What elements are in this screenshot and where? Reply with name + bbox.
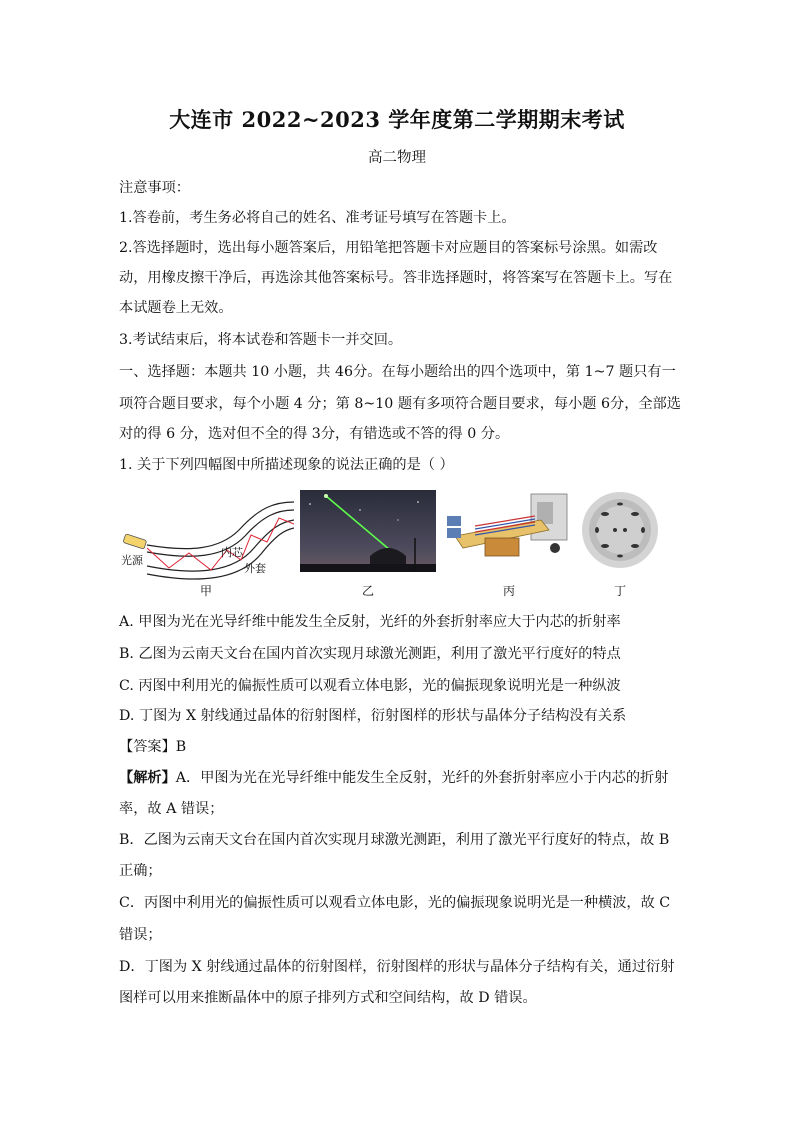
analysis-line-3: B．乙图为云南天文台在国内首次实现月球激光测距，利用了激光平行度好的特点，故 B xyxy=(119,832,670,848)
figure-xray-diffraction xyxy=(579,490,661,570)
answer-line: 【答案】B xyxy=(119,739,187,755)
optical-fiber-diagram xyxy=(119,490,294,580)
analysis-line-8: 图样可以用来推断晶体中的原子排列方式和空间结构，故 D 错误。 xyxy=(119,990,537,1006)
notice-item-2-line-1: 2.答选择题时，选出每小题答案后，用铅笔把答题卡对应题目的答案标号涂黑。如需改 xyxy=(119,240,658,256)
option-b: B. 乙图为云南天文台在国内首次实现月球激光测距，利用了激光平行度好的特点 xyxy=(119,646,621,662)
analysis-line-5: C．丙图中利用光的偏振性质可以观看立体电影，光的偏振现象说明光是一种横波，故 C xyxy=(119,895,671,911)
analysis-line-1 xyxy=(119,768,679,788)
question-1-figures xyxy=(119,490,679,602)
option-a: A. 甲图为光在光导纤维中能发生全反射，光纤的外套折射率应大于内芯的折射率 xyxy=(119,614,621,630)
xray-diffraction-pattern xyxy=(579,490,661,570)
laser-ranging-photo xyxy=(300,490,436,572)
figure-laser-ranging xyxy=(300,490,436,572)
analysis-line-6: 错误； xyxy=(119,927,162,943)
analysis-text-1: A．甲图为光在光导纤维中能发生全反射，光纤的外套折射率应小于内芯的折射 xyxy=(175,770,669,786)
label-core: 内芯 xyxy=(221,546,243,559)
label-cladding: 外套 xyxy=(244,562,266,575)
exam-subject: 高二物理 xyxy=(368,150,426,166)
analysis-line-2: 率，故 A 错误； xyxy=(119,801,224,817)
question-1-stem: 1. 关于下列四幅图中所描述现象的说法正确的是（ ） xyxy=(119,457,454,473)
polarization-diagram xyxy=(445,490,571,562)
analysis-line-4: 正确； xyxy=(119,863,162,879)
analysis-tag: 【解析】 xyxy=(119,770,176,786)
notice-item-2-line-2: 动，用橡皮擦干净后，再选涂其他答案标号。答非选择题时，将答案写在答题卡上。写在 xyxy=(119,270,673,286)
section-instruction-line-1: 一、选择题：本题共 10 小题，共 46分。在每小题给出的四个选项中，第 1~7 题只有一 xyxy=(119,364,676,380)
analysis-line-7: D．丁图为 X 射线通过晶体的衍射图样，衍射图样的形状与晶体分子结构有关，通过衍射 xyxy=(119,959,675,975)
label-light-source: 光源 xyxy=(121,554,143,567)
section-instruction-line-3: 对的得 6 分，选对但不全的得 3分，有错选或不答的得 0 分。 xyxy=(119,426,510,442)
section-instruction-line-2: 项符合题目要求，每个小题 4 分；第 8~10 题有多项符合题目要求，每小题 6分，全部选 xyxy=(119,396,681,412)
figure-optical-fiber xyxy=(119,490,294,580)
exam-title: 大连市 2022~2023 学年度第二学期期末考试 xyxy=(169,107,625,132)
option-d: D. 丁图为 X 射线通过晶体的衍射图样，衍射图样的形状与晶体分子结构没有关系 xyxy=(119,708,627,724)
caption-bing: 丙 xyxy=(502,584,515,598)
option-c: C. 丙图中利用光的偏振性质可以观看立体电影，光的偏振现象说明光是一种纵波 xyxy=(119,678,621,694)
notice-item-2-line-3: 本试题卷上无效。 xyxy=(119,300,233,316)
caption-jia: 甲 xyxy=(199,584,212,598)
figure-polarization xyxy=(445,490,571,562)
notice-heading: 注意事项： xyxy=(119,180,190,196)
caption-ding: 丁 xyxy=(613,584,626,598)
notice-item-3: 3.考试结束后，将本试卷和答题卡一并交回。 xyxy=(119,332,403,348)
notice-item-1: 1.答卷前，考生务必将自己的姓名、准考证号填写在答题卡上。 xyxy=(119,210,516,226)
caption-yi: 乙 xyxy=(361,584,374,598)
